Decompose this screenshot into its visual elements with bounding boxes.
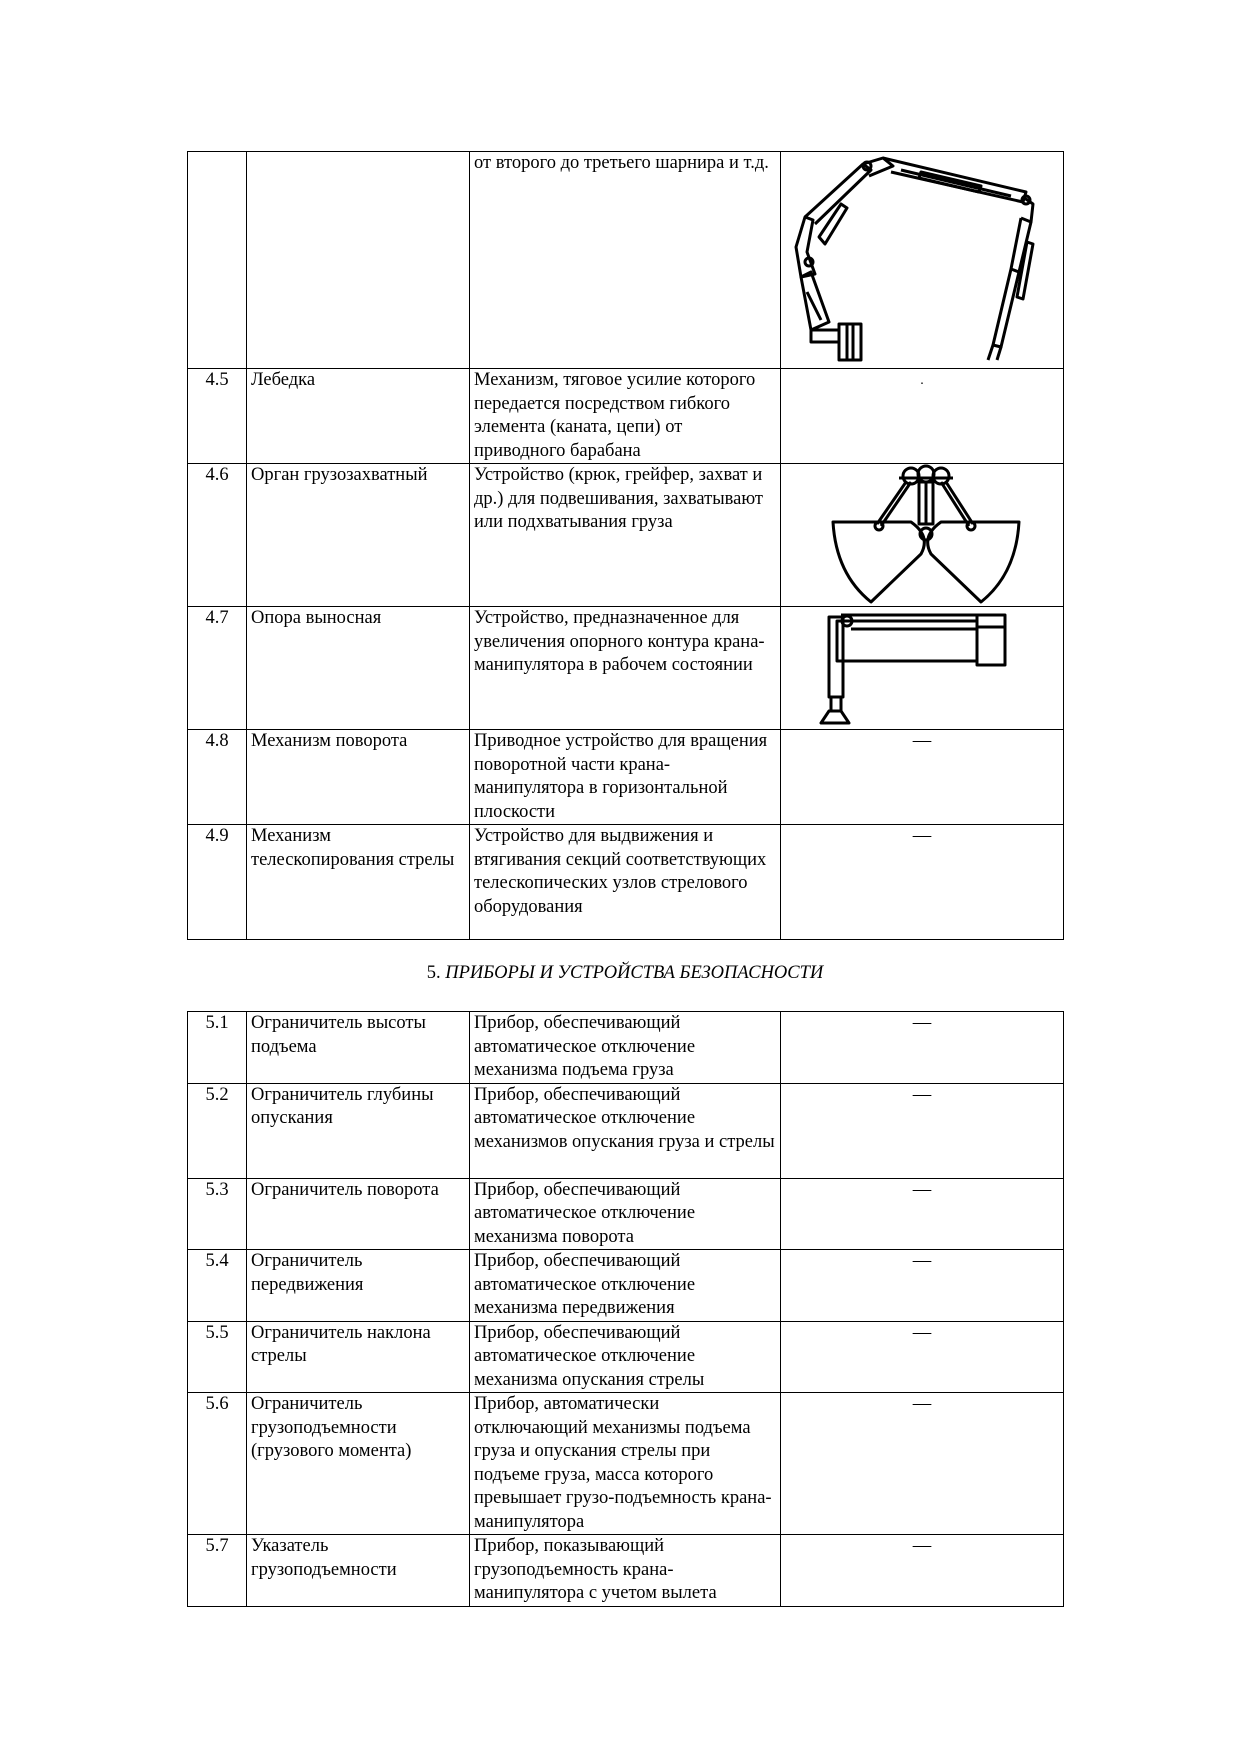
safety-devices-table — [187, 1011, 1064, 1607]
row-number: 5.2 — [188, 1083, 247, 1178]
row-number: 5.6 — [188, 1393, 247, 1535]
term-name: Механизм поворота — [247, 730, 470, 825]
term-description: Прибор, обеспечивающий автоматическое отключение механизма опускания стрелы — [470, 1321, 781, 1393]
term-name — [247, 152, 470, 369]
term-name: Ограничитель высоты подъема — [247, 1012, 470, 1084]
row-number: 5.7 — [188, 1535, 247, 1607]
dash-mark: — — [781, 730, 1064, 825]
table-row — [188, 1250, 1064, 1322]
term-name: Механизм телескопирования стрелы — [247, 825, 470, 940]
row-number: 4.8 — [188, 730, 247, 825]
section-number: 5. — [426, 963, 441, 983]
table-row — [188, 464, 1064, 607]
term-description: Прибор, обеспечивающий автоматическое отключение механизмов опускания груза и стрелы — [470, 1083, 781, 1178]
term-description: Устройство, предназначенное для увеличения опорного контура крана-манипулятора в рабочем состоянии — [470, 607, 781, 730]
term-name: Ограничитель глубины опускания — [247, 1083, 470, 1178]
section-name: ПРИБОРЫ И УСТРОЙСТВА БЕЗОПАСНОСТИ — [445, 963, 824, 983]
term-name: Ограничитель наклона стрелы — [247, 1321, 470, 1393]
term-name: Указатель грузоподъемности — [247, 1535, 470, 1607]
figure-cell — [781, 152, 1064, 369]
term-description: от второго до третьего шарнира и т.д. — [470, 152, 781, 369]
term-name: Опора выносная — [247, 607, 470, 730]
figure-cell — [781, 464, 1064, 607]
term-name: Ограничитель грузоподъемности (грузового момента) — [247, 1393, 470, 1535]
dash-mark: — — [781, 1178, 1064, 1250]
term-description: Устройство для выдвижения и втягивания секций соответствующих телескопических узлов стрелового оборудования — [470, 825, 781, 940]
dash-mark: — — [781, 1250, 1064, 1322]
row-number: 5.4 — [188, 1250, 247, 1322]
table-row — [188, 152, 1064, 369]
table-row — [188, 1083, 1064, 1178]
row-number: 4.5 — [188, 369, 247, 464]
term-description: Прибор, обеспечивающий автоматическое отключение механизма поворота — [470, 1178, 781, 1250]
term-description: Прибор, обеспечивающий автоматическое отключение механизма подъема груза — [470, 1012, 781, 1084]
section-title — [187, 963, 1063, 984]
table-row — [188, 825, 1064, 940]
term-name: Лебедка — [247, 369, 470, 464]
row-number: 4.9 — [188, 825, 247, 940]
term-description: Механизм, тяговое усилие которого передается посредством гибкого элемента (каната, цепи) от приводного барабана — [470, 369, 781, 464]
table-row — [188, 1012, 1064, 1084]
dash-mark: — — [781, 1393, 1064, 1535]
dash-mark: — — [781, 1083, 1064, 1178]
table-row — [188, 1321, 1064, 1393]
table-row — [188, 369, 1064, 464]
table-row — [188, 730, 1064, 825]
dash-mark: — — [781, 1321, 1064, 1393]
grab-figure — [781, 464, 1064, 605]
term-description: Устройство (крюк, грейфер, захват и др.) для подвешивания, захватывают или подхватывания груза — [470, 464, 781, 607]
dash-mark: — — [781, 1012, 1064, 1084]
dash-mark: — — [781, 825, 1064, 940]
crane-arm-figure — [781, 152, 1064, 367]
outrigger-figure — [781, 607, 1064, 728]
row-number: 5.1 — [188, 1012, 247, 1084]
table-row — [188, 1178, 1064, 1250]
term-description: Прибор, обеспечивающий автоматическое отключение механизма передвижения — [470, 1250, 781, 1322]
row-number: 5.3 — [188, 1178, 247, 1250]
term-description: Приводное устройство для вращения поворотной части крана-манипулятора в горизонтальной плоскости — [470, 730, 781, 825]
row-number: 5.5 — [188, 1321, 247, 1393]
figure-cell — [781, 607, 1064, 730]
term-name: Ограничитель передвижения — [247, 1250, 470, 1322]
term-description: Прибор, показывающий грузоподъемность крана-манипулятора с учетом вылета — [470, 1535, 781, 1607]
term-name: Орган грузозахватный — [247, 464, 470, 607]
term-description: Прибор, автоматически отключающий механизмы подъема груза и опускания стрелы при подъеме груза, масса которого превышает грузо-подъемность крана-манипулятора — [470, 1393, 781, 1535]
row-number: 4.7 — [188, 607, 247, 730]
term-name: Ограничитель поворота — [247, 1178, 470, 1250]
table-row — [188, 1393, 1064, 1535]
table-row — [188, 1535, 1064, 1607]
figure-mark: . — [781, 369, 1064, 464]
dash-mark: — — [781, 1535, 1064, 1607]
row-number — [188, 152, 247, 369]
components-table — [187, 151, 1064, 940]
row-number: 4.6 — [188, 464, 247, 607]
table-row — [188, 607, 1064, 730]
